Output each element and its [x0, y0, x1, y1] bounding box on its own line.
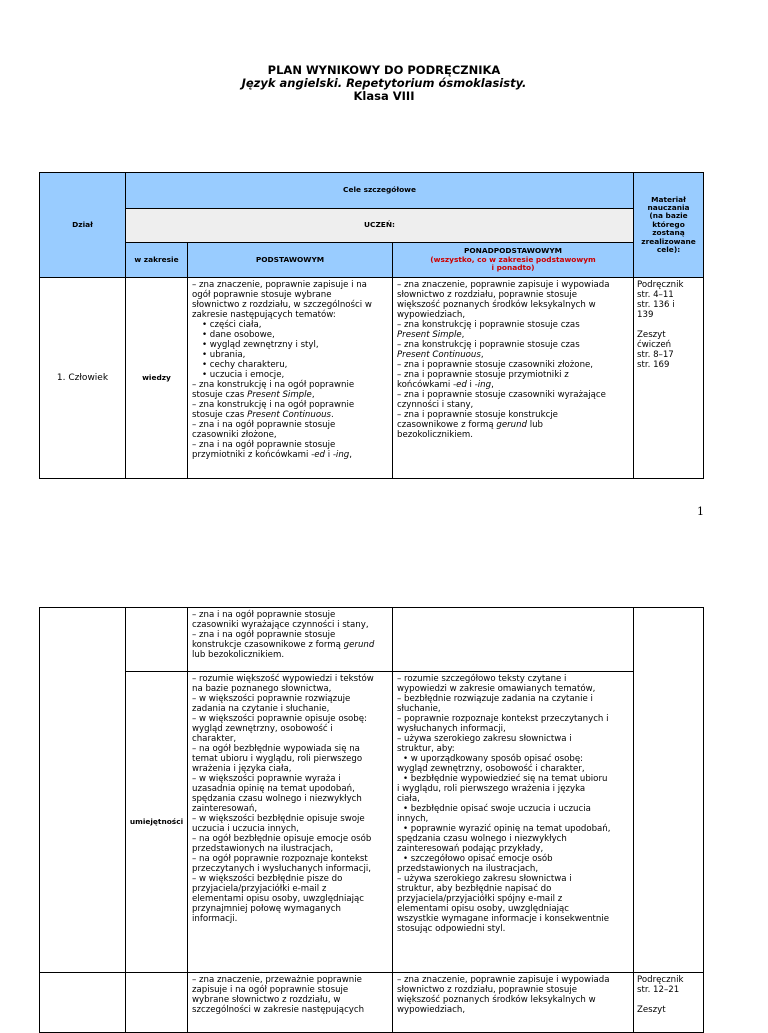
header-material: Materiał nauczania (na bazie którego zostaną zrealizowane cele):	[634, 173, 704, 278]
ponadpodstawowy-wiedza-continued	[393, 608, 634, 672]
dzial-continued	[40, 608, 126, 973]
ponadpodstawowy-umiejetnosci: – rozumie szczegółowo teksty czytane i wypowiedzi w zakresie omawianych tematów, – bezbłędnie rozwiązuje zadania na czytanie i słuchanie, – poprawnie rozpoznaje kontekst przeczytanych i wysłuchanych informacji, – używa szerokiego zakresu słownictwa i struktur, aby: • w uporządkowany sposób opisać osobę: wygląd zewnętrzny, osobowość i charakter, • bezbłędnie wypowiedzieć się na temat ubioru i wyglądu, roli pierwszego wrażenia i języka ciała, • bezbłędnie opisać swoje uczucia i uczucia innych, • poprawnie wyrazić opinię na temat upodobań, spędzania czasu wolnego i niezwykłych zainteresowań podając przykłady, • szczegółowo opisać emocje osób przedstawionych na ilustracjach, – używa szerokiego zakresu słownictwa i struktur, aby bezbłędnie napisać do przyjaciela/przyjaciółki spójny e-mail z elementami opisu osoby, uwzględniając wszystkie wymagane informacje i konsekwentnie stosując odpowiedni styl.	[393, 672, 634, 973]
page-2	[0, 605, 768, 1024]
page-gap	[0, 545, 768, 605]
document-title: PLAN WYNIKOWY DO PODRĘCZNIKA	[267, 63, 501, 77]
ponadpodstawowy-next: – zna znaczenie, poprawnie zapisuje i wypowiada słownictwo z rozdziału, poprawnie stosuje większość poznanych środków leksykalnych w wypowiedziach,	[393, 973, 634, 1033]
podstawowy-umiejetnosci: – rozumie większość wypowiedzi i tekstów na bazie poznanego słownictwa, – w większości poprawnie rozwiązuje zadania na czytanie i słuchanie, – w większości poprawnie opisuje osobę: wygląd zewnętrzny, osobowość i charakter, – na ogół bezbłędnie wypowiada się na temat ubioru i wyglądu, roli pierwszego wrażenia i języka ciała, – w większości poprawnie wyraża i uzasadnia opinię na temat upodobań, spędzania czasu wolnego i niezwykłych zainteresowań, – w większości bezbłędnie opisuje swoje uczucia i uczucia innych, – na ogół bezbłędnie opisuje emocje osób przedstawionych na ilustracjach, – na ogół poprawnie rozpoznaje kontekst przeczytanych i wysłuchanych informacji, – w większości bezbłędnie pisze do przyjaciela/przyjaciółki e-mail z elementami opisu osoby, uwzględniając przynajmniej połowę wymaganych informacji.	[188, 672, 393, 973]
page-number: 1	[697, 505, 704, 518]
material-row1: Podręcznik str. 4–11 str. 136 i 139 Zeszyt ćwiczeń str. 8–17 str. 169	[634, 278, 704, 479]
document-subtitle: Język angielski. Repetytorium ósmoklasisty.	[241, 76, 527, 90]
header-dzial: Dział	[40, 173, 126, 278]
podstawowy-wiedza: – zna znaczenie, poprawnie zapisuje i na ogół poprawnie stosuje wybrane słownictwo z rozdziału, w szczególności w zakresie następujących tematów: • części ciała, • dane osobowe, • wygląd zewnętrzny i styl, • ubrania, • cechy charakteru, • uczucia i emocje, – zna konstrukcję i na ogół poprawnie stosuje czas Present Simple, – zna konstrukcję i na ogół poprawnie stosuje czas Present Continuous. – zna i na ogół poprawnie stosuje czasowniki złożone, – zna i na ogół poprawnie stosuje przymiotniki z końcówkami -ed i -ing,	[188, 278, 393, 479]
podstawowy-next: – zna znaczenie, przeważnie poprawnie zapisuje i na ogół poprawnie stosuje wybrane słownictwo z rozdziału, w szczególności w zakresie następujących	[188, 973, 393, 1033]
category-umiejetnosci: umiejętności	[126, 672, 188, 973]
material-next: Podręcznik str. 12–21 Zeszyt	[634, 973, 704, 1033]
podstawowy-wiedza-continued: – zna i na ogół poprawnie stosuje czasowniki wyrażające czynności i stany, – zna i na ogół poprawnie stosuje konstrukcje czasownikowe z formą gerund lub bezokolicznikiem.	[188, 608, 393, 672]
material-continued	[634, 608, 704, 973]
header-cele: Cele szczegółowe	[126, 173, 634, 209]
ponadpodstawowy-wiedza: – zna znaczenie, poprawnie zapisuje i wypowiada słownictwo z rozdziału, poprawnie stosuje większość poznanych środków leksykalnych w wypowiedziach, – zna konstrukcję i poprawnie stosuje czas Present Simple, – zna konstrukcję i poprawnie stosuje czas Present Continuous, – zna i poprawnie stosuje czasowniki złożone, – zna i poprawnie stosuje przymiotniki z końcówkami -ed i -ing, – zna i poprawnie stosuje czasowniki wyrażające czynności i stany, – zna i poprawnie stosuje konstrukcje czasownikowe z formą gerund lub bezokolicznikiem.	[393, 278, 634, 479]
category-wiedzy-continued	[126, 608, 188, 672]
plan-table-page1	[39, 172, 704, 479]
dzial-czlowiek: 1. Człowiek	[40, 278, 126, 479]
plan-table-page2	[39, 607, 704, 1033]
header-podstawowym: PODSTAWOWYM	[188, 243, 393, 278]
header-uczen: UCZEŃ:	[126, 209, 634, 243]
header-ponadpodstawowym: PONADPODSTAWOWYM (wszystko, co w zakresie podstawowym i ponadto)	[393, 243, 634, 278]
header-w-zakresie: w zakresie	[126, 243, 188, 278]
document-class: Klasa VIII	[353, 89, 415, 103]
category-wiedzy: wiedzy	[126, 278, 188, 479]
